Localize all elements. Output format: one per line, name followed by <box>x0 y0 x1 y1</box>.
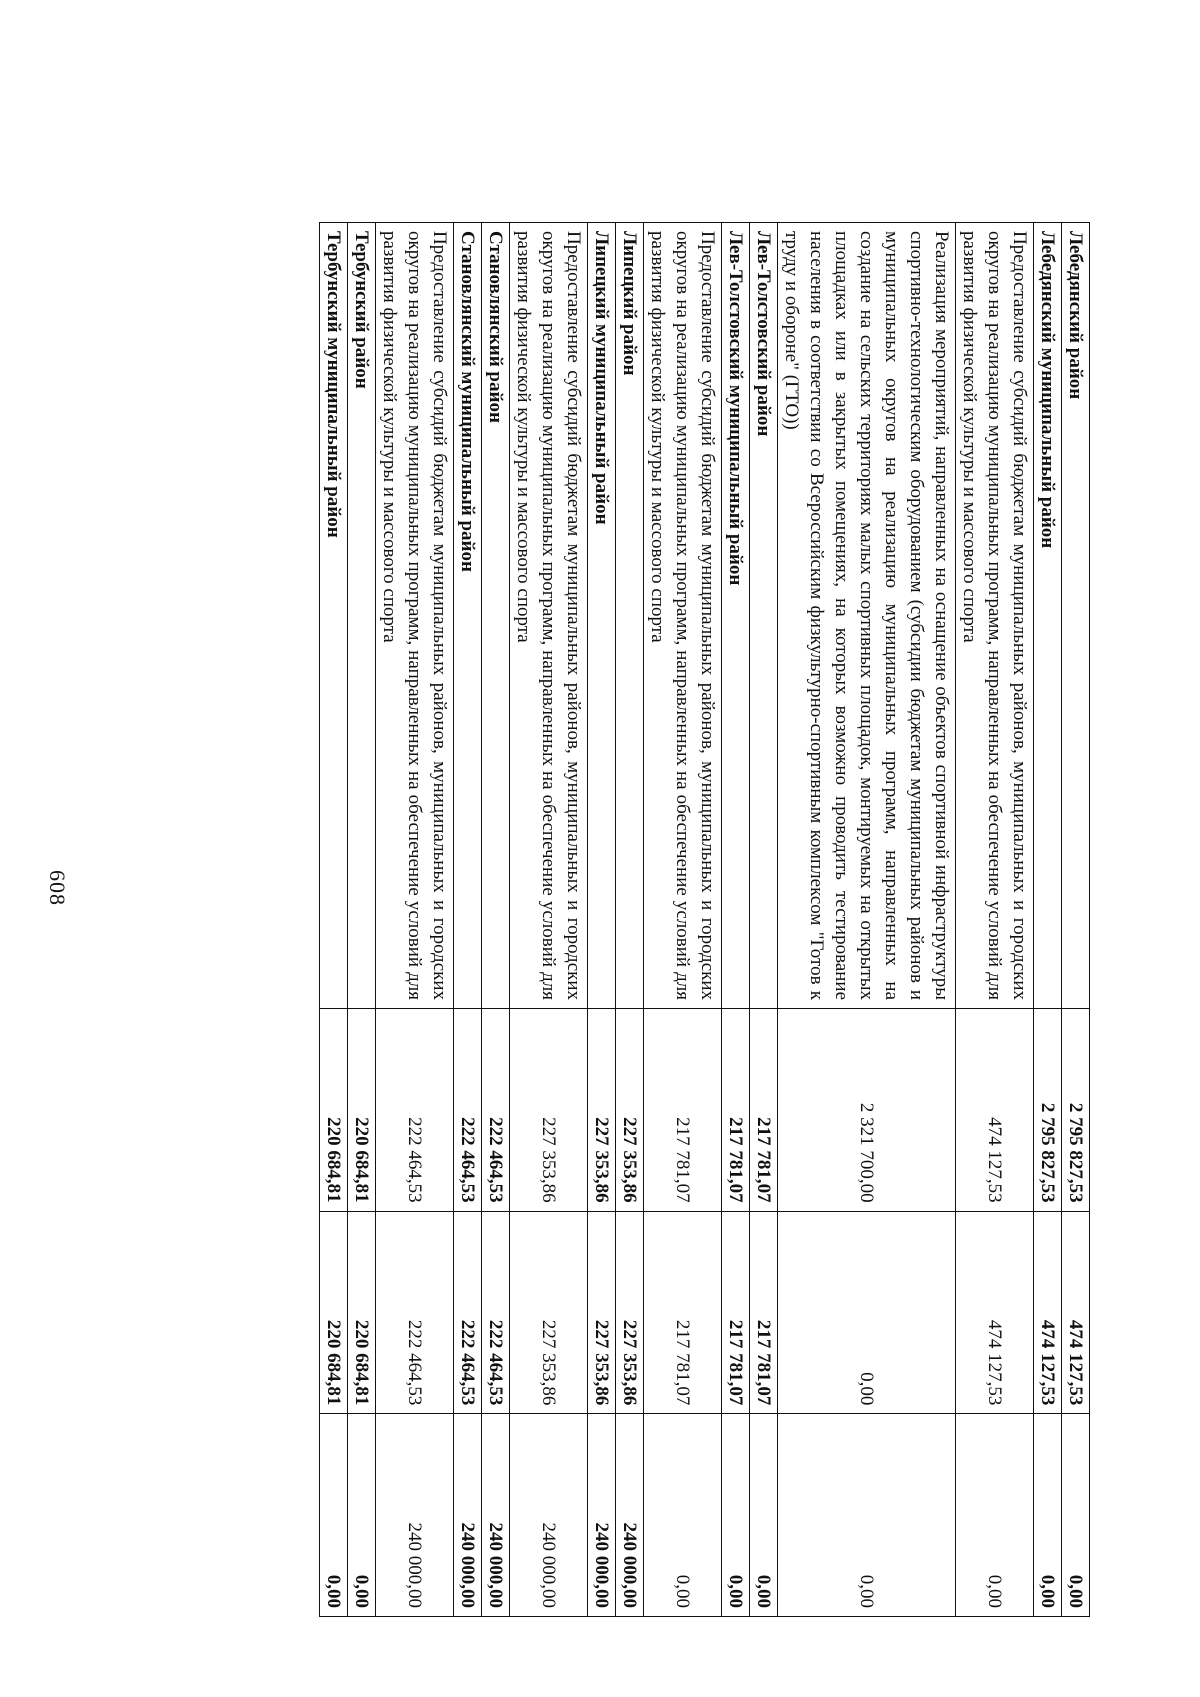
table-row <box>722 223 750 1617</box>
table-row <box>1062 223 1090 1617</box>
row-value-3-cell: 0,00 <box>750 1414 778 1617</box>
table-row <box>482 223 510 1617</box>
row-value-2-cell: 227 353,86 <box>616 1211 644 1414</box>
budget-table <box>319 222 1090 1617</box>
row-value-3-cell: 0,00 <box>722 1414 750 1617</box>
row-value-2-cell: 227 353,86 <box>588 1211 616 1414</box>
table-row <box>616 223 644 1617</box>
row-value-2-cell: 222 464,53 <box>376 1211 454 1414</box>
row-name-cell: Тербунский муниципальный район <box>320 223 348 1009</box>
row-value-1-cell: 227 353,86 <box>510 1009 588 1212</box>
row-name-cell: Становлянский район <box>482 223 510 1009</box>
row-value-1-cell: 222 464,53 <box>376 1009 454 1212</box>
row-value-2-cell: 222 464,53 <box>482 1211 510 1414</box>
row-value-3-cell: 240 000,00 <box>588 1414 616 1617</box>
row-value-1-cell: 222 464,53 <box>454 1009 482 1212</box>
row-value-1-cell: 2 795 827,53 <box>1062 1009 1090 1212</box>
table-row <box>644 223 722 1617</box>
row-value-1-cell: 222 464,53 <box>482 1009 510 1212</box>
row-value-2-cell: 217 781,07 <box>644 1211 722 1414</box>
row-value-2-cell: 474 127,53 <box>1062 1211 1090 1414</box>
row-name-cell: Предоставление субсидий бюджетам муниципальных районов, муниципальных и городских округов на реализацию муниципальных программ, направленных на обеспечение условий для развития физической культуры и массового спорта <box>644 223 722 1009</box>
row-value-3-cell: 0,00 <box>348 1414 376 1617</box>
table-row <box>348 223 376 1617</box>
row-value-1-cell: 227 353,86 <box>616 1009 644 1212</box>
table-row <box>510 223 588 1617</box>
row-value-2-cell: 217 781,07 <box>722 1211 750 1414</box>
row-value-3-cell: 0,00 <box>778 1414 956 1617</box>
row-value-3-cell: 240 000,00 <box>454 1414 482 1617</box>
row-value-1-cell: 217 781,07 <box>750 1009 778 1212</box>
row-name-cell: Реализация мероприятий, направленных на оснащение объектов спортивной инфраструктуры спортивно-технологическим оборудованием (субсидии бюджетам муниципальных районов и муниципальных округов на реализацию муниципальных программ, направленных на создание на сельских территориях малых спортивных площадок, монтируемых на открытых площадках или в закрытых помещениях, на которых возможно проводить тестирование населения в соответствии со Всероссийским физкультурно-спортивным комплексом "Готов к труду и обороне" (ГТО)) <box>778 223 956 1009</box>
row-name-cell: Лебедянский муниципальный район <box>1034 223 1062 1009</box>
row-value-3-cell: 0,00 <box>1034 1414 1062 1617</box>
row-value-3-cell: 240 000,00 <box>510 1414 588 1617</box>
row-value-3-cell: 0,00 <box>956 1414 1034 1617</box>
row-value-2-cell: 474 127,53 <box>1034 1211 1062 1414</box>
row-value-1-cell: 217 781,07 <box>722 1009 750 1212</box>
row-name-cell: Тербунский район <box>348 223 376 1009</box>
row-name-cell: Лев-Толстовский район <box>750 223 778 1009</box>
row-value-1-cell: 227 353,86 <box>588 1009 616 1212</box>
row-value-2-cell: 227 353,86 <box>510 1211 588 1414</box>
row-value-1-cell: 220 684,81 <box>320 1009 348 1212</box>
row-name-cell: Липецкий муниципальный район <box>588 223 616 1009</box>
row-name-cell: Предоставление субсидий бюджетам муниципальных районов, муниципальных и городских округов на реализацию муниципальных программ, направленных на обеспечение условий для развития физической культуры и массового спорта <box>956 223 1034 1009</box>
row-value-3-cell: 0,00 <box>320 1414 348 1617</box>
row-value-3-cell: 240 000,00 <box>376 1414 454 1617</box>
row-value-2-cell: 474 127,53 <box>956 1211 1034 1414</box>
row-value-1-cell: 217 781,07 <box>644 1009 722 1212</box>
row-value-2-cell: 220 684,81 <box>320 1211 348 1414</box>
row-value-2-cell: 0,00 <box>778 1211 956 1414</box>
row-value-1-cell: 220 684,81 <box>348 1009 376 1212</box>
row-name-cell: Лев-Толстовский муниципальный район <box>722 223 750 1009</box>
table-row <box>956 223 1034 1617</box>
row-value-3-cell: 0,00 <box>1062 1414 1090 1617</box>
row-value-1-cell: 2 795 827,53 <box>1034 1009 1062 1212</box>
table-row <box>588 223 616 1617</box>
row-name-cell: Липецкий район <box>616 223 644 1009</box>
row-value-2-cell: 217 781,07 <box>750 1211 778 1414</box>
row-name-cell: Лебедянский район <box>1062 223 1090 1009</box>
table-row <box>1034 223 1062 1617</box>
row-name-cell: Предоставление субсидий бюджетам муниципальных районов, муниципальных и городских округов на реализацию муниципальных программ, направленных на обеспечение условий для развития физической культуры и массового спорта <box>510 223 588 1009</box>
row-value-3-cell: 240 000,00 <box>482 1414 510 1617</box>
page-number: 608 <box>45 870 70 906</box>
row-value-2-cell: 222 464,53 <box>454 1211 482 1414</box>
table-row <box>778 223 956 1617</box>
row-value-1-cell: 2 321 700,00 <box>778 1009 956 1212</box>
row-value-1-cell: 474 127,53 <box>956 1009 1034 1212</box>
budget-table-container <box>135 222 1090 1617</box>
row-value-2-cell: 220 684,81 <box>348 1211 376 1414</box>
row-value-3-cell: 0,00 <box>644 1414 722 1617</box>
row-name-cell: Предоставление субсидий бюджетам муниципальных районов, муниципальных и городских округов на реализацию муниципальных программ, направленных на обеспечение условий для развития физической культуры и массового спорта <box>376 223 454 1009</box>
table-row <box>376 223 454 1617</box>
row-name-cell: Становлянский муниципальный район <box>454 223 482 1009</box>
row-value-3-cell: 240 000,00 <box>616 1414 644 1617</box>
table-row <box>454 223 482 1617</box>
table-row <box>750 223 778 1617</box>
table-row <box>320 223 348 1617</box>
